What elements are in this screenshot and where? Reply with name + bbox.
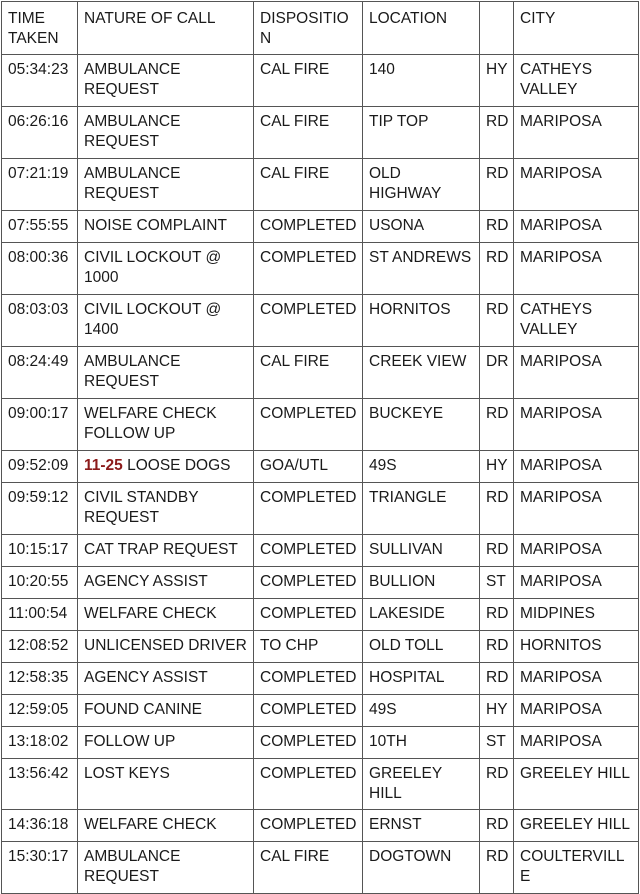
cell-suffix: ST — [480, 727, 514, 759]
table-row — [2, 535, 639, 567]
cell-suffix: RD — [480, 599, 514, 631]
cell-suffix: RD — [480, 631, 514, 663]
cell-city: MARIPOSA — [514, 663, 639, 695]
table-row — [2, 451, 639, 483]
cell-suffix: RD — [480, 810, 514, 842]
cell-time: 10:20:55 — [2, 567, 78, 599]
cell-disposition: COMPLETED — [254, 759, 363, 810]
cell-disposition: COMPLETED — [254, 243, 363, 295]
cell-suffix: RD — [480, 483, 514, 535]
cell-nature: CAT TRAP REQUEST — [78, 535, 254, 567]
cell-time: 06:26:16 — [2, 107, 78, 159]
table-row — [2, 295, 639, 347]
call-code: 11-25 — [84, 457, 123, 474]
table-row — [2, 599, 639, 631]
cell-city: MARIPOSA — [514, 243, 639, 295]
cell-time: 07:55:55 — [2, 211, 78, 243]
cell-time: 08:00:36 — [2, 243, 78, 295]
cell-city: MARIPOSA — [514, 347, 639, 399]
table-row — [2, 107, 639, 159]
cell-location: DOGTOWN — [363, 842, 480, 894]
cell-time: 07:21:19 — [2, 159, 78, 211]
cell-city: MARIPOSA — [514, 159, 639, 211]
cell-city: MARIPOSA — [514, 399, 639, 451]
header-time: TIME TAKEN — [2, 2, 78, 55]
cell-location: 49S — [363, 695, 480, 727]
table-row — [2, 727, 639, 759]
cell-time: 14:36:18 — [2, 810, 78, 842]
cell-city: GREELEY HILL — [514, 810, 639, 842]
cell-nature: AMBULANCE REQUEST — [78, 159, 254, 211]
cell-suffix: RD — [480, 535, 514, 567]
header-row — [2, 2, 639, 55]
cell-suffix: HY — [480, 55, 514, 107]
cell-nature: AGENCY ASSIST — [78, 663, 254, 695]
cell-city: COULTERVILLE — [514, 842, 639, 894]
header-nature: NATURE OF CALL — [78, 2, 254, 55]
cell-suffix: RD — [480, 295, 514, 347]
cell-time: 09:00:17 — [2, 399, 78, 451]
table-row — [2, 211, 639, 243]
cell-city: CATHEYS VALLEY — [514, 55, 639, 107]
cell-city: MARIPOSA — [514, 567, 639, 599]
cell-location: GREELEY HILL — [363, 759, 480, 810]
table-row — [2, 842, 639, 894]
cell-location: BUCKEYE — [363, 399, 480, 451]
cell-location: HOSPITAL — [363, 663, 480, 695]
cell-disposition: CAL FIRE — [254, 55, 363, 107]
cell-nature: WELFARE CHECK — [78, 599, 254, 631]
cell-location: 140 — [363, 55, 480, 107]
cell-time: 09:52:09 — [2, 451, 78, 483]
cell-nature: CIVIL LOCKOUT @ 1000 — [78, 243, 254, 295]
table-row — [2, 695, 639, 727]
header-city: CITY — [514, 2, 639, 55]
cell-disposition: COMPLETED — [254, 295, 363, 347]
cell-location: ERNST — [363, 810, 480, 842]
table-row — [2, 483, 639, 535]
cell-city: MARIPOSA — [514, 535, 639, 567]
cell-location: TRIANGLE — [363, 483, 480, 535]
cell-disposition: COMPLETED — [254, 599, 363, 631]
call-log-table — [1, 1, 639, 894]
cell-nature: AMBULANCE REQUEST — [78, 107, 254, 159]
cell-city: MARIPOSA — [514, 727, 639, 759]
cell-time: 11:00:54 — [2, 599, 78, 631]
cell-nature: UNLICENSED DRIVER — [78, 631, 254, 663]
cell-nature: AMBULANCE REQUEST — [78, 842, 254, 894]
cell-city: MIDPINES — [514, 599, 639, 631]
table-row — [2, 810, 639, 842]
cell-nature: AGENCY ASSIST — [78, 567, 254, 599]
cell-city: GREELEY HILL — [514, 759, 639, 810]
cell-disposition: GOA/UTL — [254, 451, 363, 483]
cell-time: 13:18:02 — [2, 727, 78, 759]
cell-disposition: COMPLETED — [254, 483, 363, 535]
cell-suffix: HY — [480, 451, 514, 483]
cell-location: USONA — [363, 211, 480, 243]
cell-city: MARIPOSA — [514, 695, 639, 727]
cell-location: BULLION — [363, 567, 480, 599]
cell-location: LAKESIDE — [363, 599, 480, 631]
cell-disposition: COMPLETED — [254, 211, 363, 243]
cell-time: 08:03:03 — [2, 295, 78, 347]
table-row — [2, 759, 639, 810]
table-row — [2, 399, 639, 451]
cell-location: HORNITOS — [363, 295, 480, 347]
cell-location: 49S — [363, 451, 480, 483]
table-row — [2, 159, 639, 211]
cell-suffix: RD — [480, 211, 514, 243]
cell-disposition: COMPLETED — [254, 535, 363, 567]
header-disposition: DISPOSITION — [254, 2, 363, 55]
cell-time: 12:58:35 — [2, 663, 78, 695]
cell-suffix: RD — [480, 759, 514, 810]
cell-location: SULLIVAN — [363, 535, 480, 567]
table-row — [2, 631, 639, 663]
cell-city: CATHEYS VALLEY — [514, 295, 639, 347]
cell-time: 08:24:49 — [2, 347, 78, 399]
cell-location: 10TH — [363, 727, 480, 759]
header-location: LOCATION — [363, 2, 480, 55]
table-row — [2, 663, 639, 695]
cell-suffix: RD — [480, 399, 514, 451]
cell-nature: CIVIL LOCKOUT @ 1400 — [78, 295, 254, 347]
cell-city: MARIPOSA — [514, 483, 639, 535]
cell-location: ST ANDREWS — [363, 243, 480, 295]
call-nature-text: LOOSE DOGS — [127, 457, 231, 474]
cell-nature: FOLLOW UP — [78, 727, 254, 759]
cell-disposition: CAL FIRE — [254, 159, 363, 211]
cell-suffix: RD — [480, 107, 514, 159]
cell-time: 05:34:23 — [2, 55, 78, 107]
cell-disposition: CAL FIRE — [254, 842, 363, 894]
cell-nature: AMBULANCE REQUEST — [78, 55, 254, 107]
cell-nature: CIVIL STANDBY REQUEST — [78, 483, 254, 535]
cell-disposition: CAL FIRE — [254, 347, 363, 399]
cell-time: 15:30:17 — [2, 842, 78, 894]
cell-city: HORNITOS — [514, 631, 639, 663]
cell-nature: WELFARE CHECK FOLLOW UP — [78, 399, 254, 451]
cell-suffix: RD — [480, 243, 514, 295]
cell-suffix: ST — [480, 567, 514, 599]
header-suffix — [480, 2, 514, 55]
cell-disposition: COMPLETED — [254, 727, 363, 759]
cell-disposition: COMPLETED — [254, 810, 363, 842]
table-row — [2, 347, 639, 399]
cell-location: OLD HIGHWAY — [363, 159, 480, 211]
cell-disposition: CAL FIRE — [254, 107, 363, 159]
cell-disposition: COMPLETED — [254, 663, 363, 695]
cell-nature: LOST KEYS — [78, 759, 254, 810]
cell-disposition: COMPLETED — [254, 695, 363, 727]
cell-location: CREEK VIEW — [363, 347, 480, 399]
cell-location: OLD TOLL — [363, 631, 480, 663]
cell-suffix: HY — [480, 695, 514, 727]
cell-disposition: TO CHP — [254, 631, 363, 663]
cell-suffix: RD — [480, 159, 514, 211]
cell-nature: WELFARE CHECK — [78, 810, 254, 842]
cell-suffix: DR — [480, 347, 514, 399]
cell-nature: NOISE COMPLAINT — [78, 211, 254, 243]
cell-time: 13:56:42 — [2, 759, 78, 810]
table-row — [2, 567, 639, 599]
cell-nature: FOUND CANINE — [78, 695, 254, 727]
cell-disposition: COMPLETED — [254, 567, 363, 599]
cell-time: 12:08:52 — [2, 631, 78, 663]
cell-suffix: RD — [480, 663, 514, 695]
cell-nature: AMBULANCE REQUEST — [78, 347, 254, 399]
cell-nature — [78, 451, 254, 483]
cell-time: 10:15:17 — [2, 535, 78, 567]
cell-time: 09:59:12 — [2, 483, 78, 535]
cell-city: MARIPOSA — [514, 451, 639, 483]
cell-location: TIP TOP — [363, 107, 480, 159]
table-row — [2, 55, 639, 107]
cell-disposition: COMPLETED — [254, 399, 363, 451]
cell-time: 12:59:05 — [2, 695, 78, 727]
cell-suffix: RD — [480, 842, 514, 894]
table-row — [2, 243, 639, 295]
cell-city: MARIPOSA — [514, 211, 639, 243]
cell-city: MARIPOSA — [514, 107, 639, 159]
